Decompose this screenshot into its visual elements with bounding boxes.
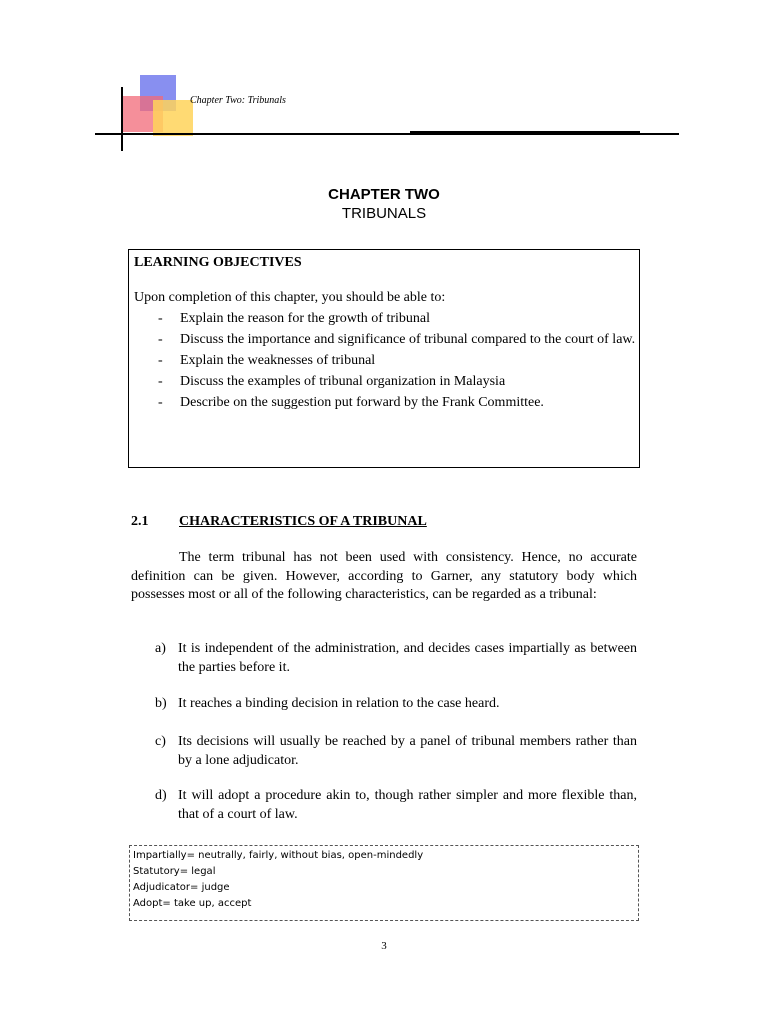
learning-objective-item: - Explain the weaknesses of tribunal — [154, 350, 636, 371]
glossary-entry: Impartially= neutrally, fairly, without bias, open-mindedly — [133, 850, 424, 861]
glossary-entry: Adopt= take up, accept — [133, 898, 252, 909]
learning-objectives-heading: LEARNING OBJECTIVES — [134, 255, 302, 270]
characteristic-item — [155, 787, 637, 824]
characteristic-item — [155, 640, 637, 677]
header-horizontal-rule-thick — [410, 131, 640, 134]
learning-objectives-list — [154, 308, 636, 413]
glossary-entry: Adjudicator= judge — [133, 882, 230, 893]
characteristic-label: a) — [155, 641, 166, 656]
header-decoration-yellow-square — [153, 100, 193, 136]
glossary-box — [129, 845, 639, 921]
page-number: 3 — [381, 940, 387, 952]
learning-objective-item: - Discuss the examples of tribunal organization in Malaysia — [154, 371, 636, 392]
section-title: CHARACTERISTICS OF A TRIBUNAL — [179, 514, 427, 529]
characteristic-text: It reaches a binding decision in relation to the case heard. — [178, 696, 500, 711]
characteristic-text: Its decisions will usually be reached by a panel of tribunal members rather than by a lone adjudicator. — [178, 734, 637, 768]
characteristic-label: b) — [155, 696, 167, 711]
section-paragraph: The term tribunal has not been used with consistency. Hence, no accurate definition can be given. However, according to Garner, any statutory body which possesses most or all of the following characteristics, can be regarded as a tribunal: — [131, 550, 637, 602]
learning-objectives-intro: Upon completion of this chapter, you should be able to: — [134, 290, 446, 305]
chapter-title: CHAPTER TWO — [328, 186, 440, 203]
characteristic-text: It is independent of the administration, and decides cases impartially as between the parties before it. — [178, 641, 637, 675]
characteristic-item — [155, 733, 637, 770]
characteristic-label: c) — [155, 734, 166, 749]
learning-objective-item: - Explain the reason for the growth of tribunal — [154, 308, 636, 329]
header-vertical-rule — [121, 87, 123, 151]
running-header: Chapter Two: Tribunals — [190, 95, 286, 106]
learning-objective-item: - Discuss the importance and significance of tribunal compared to the court of law. — [154, 329, 636, 350]
characteristic-item — [155, 695, 637, 714]
chapter-subtitle: TRIBUNALS — [341, 205, 427, 222]
glossary-entry: Statutory= legal — [133, 866, 216, 877]
characteristic-label: d) — [155, 788, 167, 803]
learning-objective-item: - Describe on the suggestion put forward by the Frank Committee. — [154, 392, 636, 413]
section-heading — [131, 514, 427, 530]
learning-objectives-box — [128, 249, 640, 468]
characteristic-text: It will adopt a procedure akin to, though rather simpler and more flexible than, that of a court of law. — [178, 788, 637, 822]
section-number: 2.1 — [131, 514, 149, 529]
